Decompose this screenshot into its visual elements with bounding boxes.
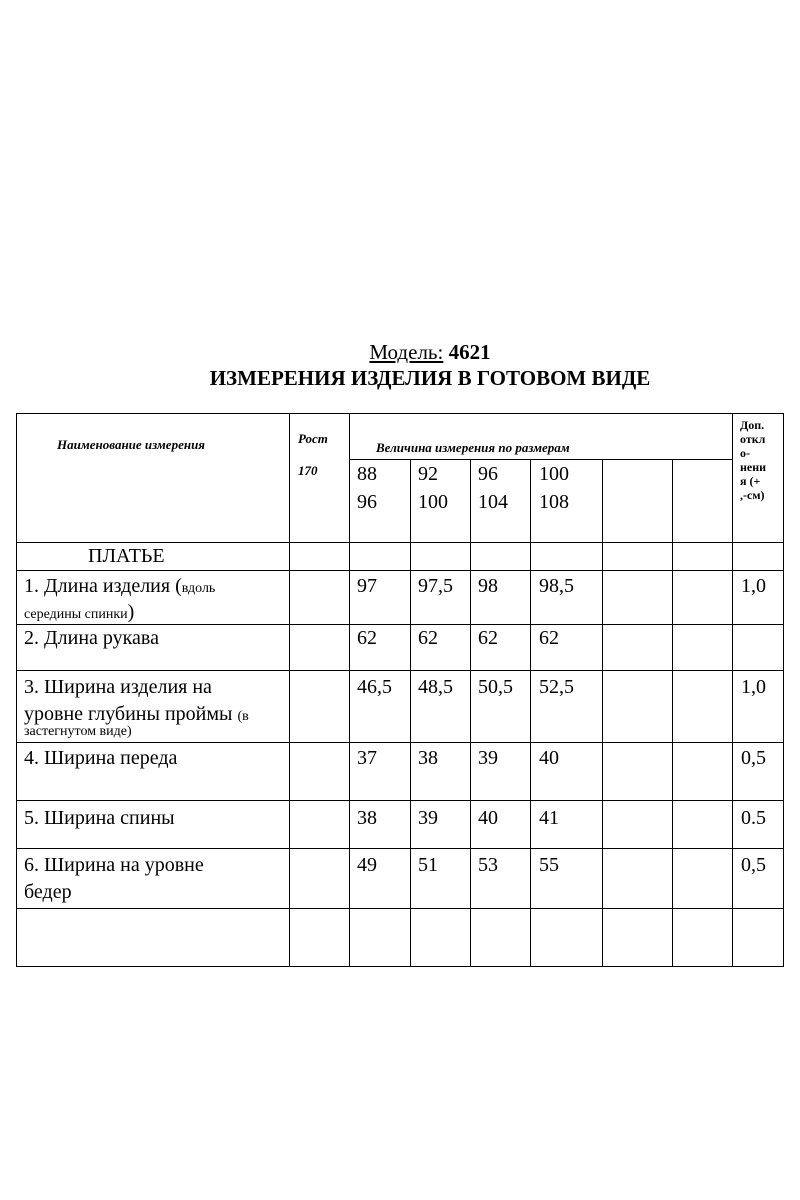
column-header-deviation: Доп. откл о- нени я (+ ,-см): [740, 418, 767, 502]
row-3-label-cont: уровне глубины проймы (в: [24, 703, 249, 725]
table-rule: [470, 459, 471, 967]
row-4-value-1: 37: [357, 747, 377, 769]
model-heading: [0, 340, 800, 365]
row-1-label: 1. Длина изделия (вдоль: [24, 575, 216, 597]
row-5-value-4: 41: [539, 807, 559, 829]
row-3-value-2: 48,5: [418, 676, 453, 698]
row-1-value-2: 97,5: [418, 575, 453, 597]
table-rule: [16, 848, 784, 849]
table-rule: [410, 459, 411, 967]
row-3-label: 3. Ширина изделия на: [24, 676, 212, 698]
row-3-value-4: 52,5: [539, 676, 574, 698]
row-6-label-cont: бедер: [24, 881, 72, 903]
table-rule: [16, 570, 784, 571]
table-rule: [16, 742, 784, 743]
row-6-label: 6. Ширина на уровне: [24, 854, 204, 876]
table-rule: [530, 459, 531, 967]
table-rule: [602, 459, 603, 967]
row-6-value-2: 51: [418, 854, 438, 876]
row-3-label-note: застегнутом виде): [24, 724, 132, 739]
size-column-3: 96 104: [478, 463, 508, 513]
row-4-value-2: 38: [418, 747, 438, 769]
row-2-value-3: 62: [478, 627, 498, 649]
row-6-value-4: 55: [539, 854, 559, 876]
row-5-value-3: 40: [478, 807, 498, 829]
model-number: 4621: [448, 340, 491, 364]
row-1-label-cont: середины спинки): [24, 601, 135, 623]
table-rule: [289, 413, 290, 967]
table-rule: [672, 459, 673, 967]
column-header-height: Рост: [298, 431, 328, 446]
row-6-value-1: 49: [357, 854, 377, 876]
table-rule: [16, 800, 784, 801]
row-5-value-1: 38: [357, 807, 377, 829]
column-header-sizes: Величина измерения по размерам: [376, 440, 570, 455]
table-rule: [16, 670, 784, 671]
document-title: ИЗМЕРЕНИЯ ИЗДЕЛИЯ В ГОТОВОМ ВИДЕ: [209, 366, 651, 390]
row-1-value-4: 98,5: [539, 575, 574, 597]
height-value: 170: [298, 463, 318, 478]
row-2-value-4: 62: [539, 627, 559, 649]
size-column-4: 100 108: [539, 463, 569, 513]
row-5-deviation: 0.5: [741, 807, 766, 829]
column-header-name: Наименование измерения: [57, 437, 205, 452]
row-2-value-2: 62: [418, 627, 438, 649]
model-label: Модель:: [369, 340, 444, 364]
row-4-label: 4. Ширина переда: [24, 747, 178, 769]
row-4-value-4: 40: [539, 747, 559, 769]
size-column-2: 92 100: [418, 463, 448, 513]
row-1-value-3: 98: [478, 575, 498, 597]
row-1-deviation: 1,0: [741, 575, 766, 597]
row-4-deviation: 0,5: [741, 747, 766, 769]
table-rule: [349, 413, 350, 967]
table-rule: [732, 413, 733, 967]
row-2-value-1: 62: [357, 627, 377, 649]
row-3-deviation: 1,0: [741, 676, 766, 698]
section-label: ПЛАТЬЕ: [88, 545, 165, 567]
row-6-deviation: 0,5: [741, 854, 766, 876]
row-4-value-3: 39: [478, 747, 498, 769]
table-rule: [16, 908, 784, 909]
row-3-value-3: 50,5: [478, 676, 513, 698]
size-column-1: 88 96: [357, 463, 377, 513]
row-1-value-1: 97: [357, 575, 377, 597]
row-3-value-1: 46,5: [357, 676, 392, 698]
row-2-label: 2. Длина рукава: [24, 627, 159, 649]
row-6-value-3: 53: [478, 854, 498, 876]
row-5-label: 5. Ширина спины: [24, 807, 175, 829]
row-5-value-2: 39: [418, 807, 438, 829]
